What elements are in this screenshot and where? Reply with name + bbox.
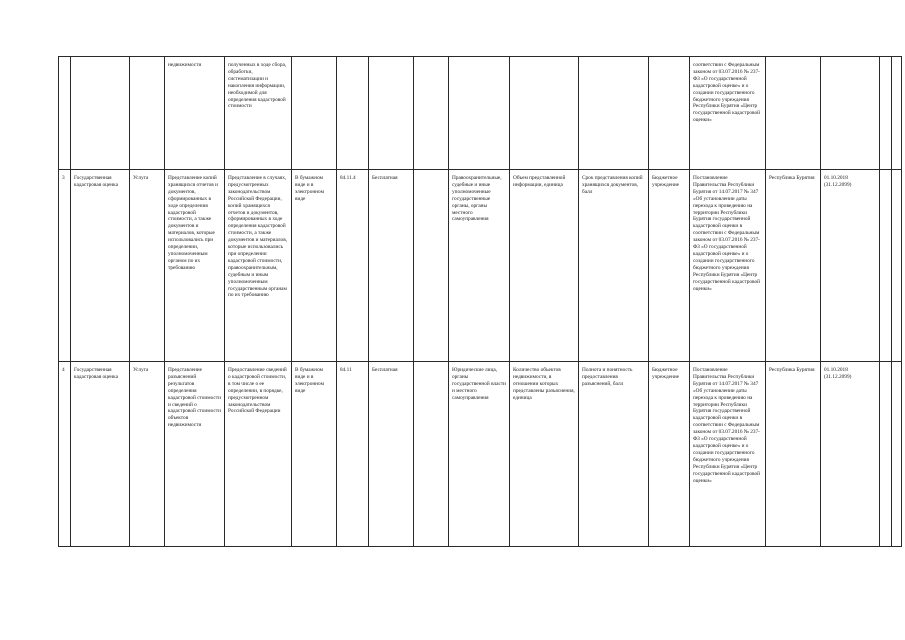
cell-content: недвижимости [165,57,225,170]
cell-payment: Бесплатная [369,362,414,547]
cell-payment: Бесплатная [369,170,414,362]
cell-extra-2 [892,57,902,170]
cell-period: 01.10.2018 (31.12.2099) [821,362,880,547]
cell-period [821,57,880,170]
cell-conditions: Предоставление сведений о кадастровой стоимости, в том числе о ее определении, в порядке, предусмотренном законодательством Российской Федерации [225,362,292,547]
cell-okved: 84.11.4 [337,170,369,362]
cell-quality: Срок представления копий хранящихся документов, балл [579,170,649,362]
cell-extra-1 [880,170,892,362]
cell-name: Государственная кадастровая оценка [71,170,130,362]
cell-period: 01.10.2018 (31.12.2099) [821,170,880,362]
cell-consumers: Правоохранительные, судебные и иные уполномоченные государственные органы, органы местного самоуправления [449,170,510,362]
table-row [59,362,902,547]
cell-territory [766,57,821,170]
cell-volume: Количество объектов недвижимости, в отношении которых представлены разъяснения, единица [510,362,579,547]
cell-name: Государственная кадастровая оценка [71,362,130,547]
cell-type [130,57,165,170]
cell-name [71,57,130,170]
cell-content: Представление копий хранящихся отчетов и документов, сформированных в ходе определения кадастровой стоимости, а также документов и материалов, которые использовались при определении, уполномоченным органом по их требованию [165,170,225,362]
cell-consumers [449,57,510,170]
cell-extra-2 [892,362,902,547]
cell-okved [337,57,369,170]
cell-blank [414,170,449,362]
cell-num: 4 [59,362,71,547]
cell-basis: Постановление Правительства Республики Бурятия от 14.07.2017 № 347 «Об установлении даты перехода к проведению на территории Республики Бурятия государственной кадастровой оценки в соответствии с Федеральным законом от 03.07.2016 № 237-ФЗ «О государственной кадастровой оценке» и о создании государственного бюджетного учреждения Республики Бурятия «Центр государственной кадастровой оценки» [690,362,766,547]
cell-extra-1 [880,362,892,547]
table-row [59,170,902,362]
cell-conditions: Представление в случаях, предусмотренных законодательством Российской Федерации, копий хранящихся отчетов и документов, сформированных в ходе определения кадастровой стоимости, а также документов и материалов, которые использовались при определении кадастровой стоимости, правоохранительным, судебным и иным уполномоченным государственным органам по их требованию [225,170,292,362]
cell-institution: Бюджетное учреждение [649,170,690,362]
cell-num [59,57,71,170]
cell-basis: Постановление Правительства Республики Бурятия от 14.07.2017 № 347 «Об установлении даты перехода к проведению на территории Республики Бурятия государственной кадастровой оценки в соответствии с Федеральным законом от 03.07.2016 № 237-ФЗ «О государственной кадастровой оценке» и о создании государственного бюджетного учреждения Республики Бурятия «Центр государственной кадастровой оценки» [690,170,766,362]
cell-volume [510,57,579,170]
cell-institution: Бюджетное учреждение [649,362,690,547]
table-row-continuation [59,57,902,170]
cell-extra-2 [892,170,902,362]
cell-form: В бумажном виде и в электронном виде [292,362,337,547]
cell-conditions: полученных в ходе сбора, обработки, систематизации и накопления информации, необходимой для определения кадастровой стоимости [225,57,292,170]
cell-quality [579,57,649,170]
cell-blank [414,57,449,170]
cell-payment [369,57,414,170]
cell-form: В бумажном виде и в электронном виде [292,170,337,362]
cell-type: Услуга [130,362,165,547]
cell-extra-1 [880,57,892,170]
cell-content: Представление разъяснений результатов определения кадастровой стоимости и сведений о кадастровой стоимости объектов недвижимости [165,362,225,547]
services-registry-table [58,56,902,547]
cell-blank [414,362,449,547]
cell-territory: Республика Бурятия [766,170,821,362]
cell-okved: 84.11 [337,362,369,547]
cell-type: Услуга [130,170,165,362]
cell-quality: Полнота и понятность предоставления разъяснений, балл [579,362,649,547]
cell-territory: Республика Бурятия [766,362,821,547]
cell-institution [649,57,690,170]
cell-volume: Объем представленной информации, единица [510,170,579,362]
cell-form [292,57,337,170]
cell-basis: соответствии с Федеральным законом от 03.07.2016 № 237-ФЗ «О государственной кадастровой оценке» и о создании государственного бюджетного учреждения Республики Бурятия «Центр государственной кадастровой оценки» [690,57,766,170]
cell-consumers: Юридические лица, органы государственной власти и местного самоуправления [449,362,510,547]
cell-num: 3 [59,170,71,362]
